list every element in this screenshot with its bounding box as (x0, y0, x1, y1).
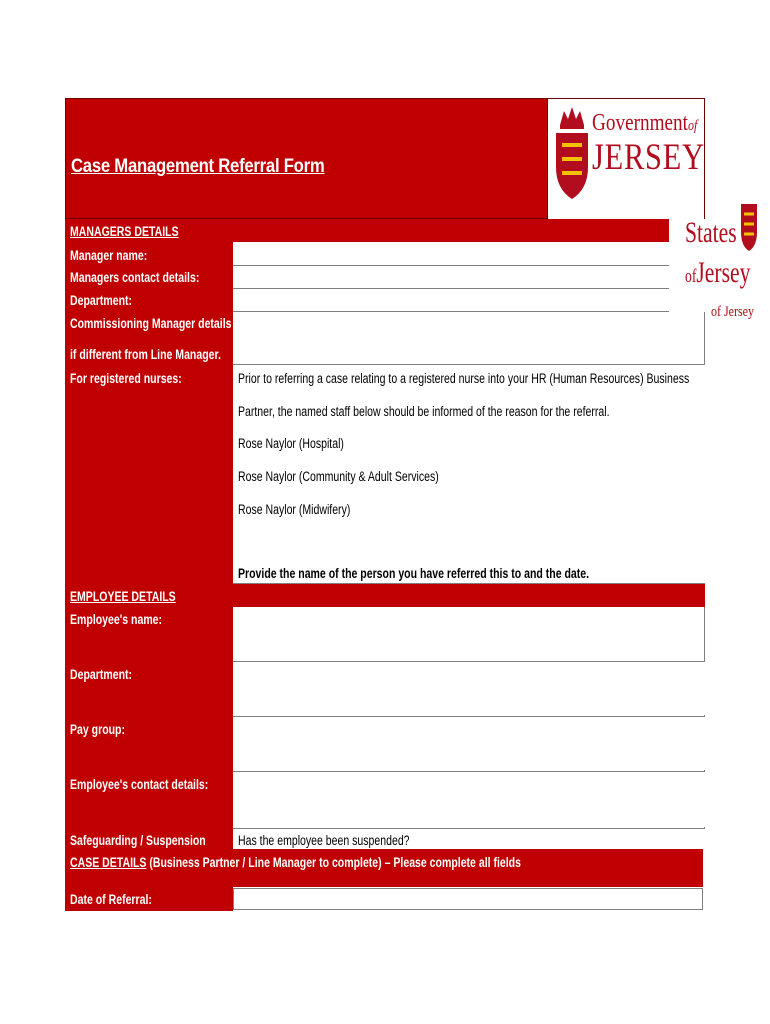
manager-department-field[interactable] (233, 289, 669, 311)
employee-contact-label: Employee's contact details: (70, 777, 209, 792)
nurse-contact-midwifery: Rose Naylor (Midwifery) (238, 502, 351, 517)
government-of-jersey-logo (548, 98, 705, 219)
jersey-crest-icon (554, 105, 590, 201)
registered-nurses-label: For registered nurses: (70, 371, 182, 386)
employee-contact-field[interactable] (233, 772, 705, 827)
managers-section-bar (233, 219, 669, 242)
case-details-heading: CASE DETAILS (70, 855, 147, 870)
managers-section-title: MANAGERS DETAILS (70, 224, 179, 239)
suspension-question: Has the employee been suspended? (238, 833, 410, 848)
states-crest-icon (738, 202, 760, 252)
manager-contact-label: Managers contact details: (70, 270, 200, 285)
nurse-contact-community: Rose Naylor (Community & Adult Services) (238, 469, 439, 484)
nurses-instruction-line1: Prior to referring a case relating to a registered nurse into your HR (Human Resources) Business (238, 371, 690, 386)
nurses-instruction-line2: Partner, the named staff below should be informed of the reason for the referral. (238, 404, 610, 419)
employee-section-title: EMPLOYEE DETAILS (70, 589, 176, 604)
pay-group-label: Pay group: (70, 722, 126, 737)
commissioning-manager-field[interactable] (233, 312, 705, 364)
government-of-jersey-wordmark: Governmentof JERSEY (592, 110, 705, 178)
referral-form (65, 98, 705, 911)
safeguarding-label: Safeguarding / Suspension (70, 833, 206, 848)
case-details-subtitle: (Business Partner / Line Manager to complete) – Please complete all fields (146, 855, 521, 870)
states-of-jersey-logo: States ofJersey of Jersey (683, 202, 770, 327)
employee-name-label: Employee's name: (70, 612, 163, 627)
employee-name-field[interactable] (233, 607, 705, 660)
commissioning-label-line2: if different from Line Manager. (70, 347, 221, 362)
date-of-referral-label: Date of Referral: (70, 892, 152, 907)
page-title: Case Management Referral Form (71, 156, 325, 177)
manager-department-label: Department: (70, 293, 133, 308)
employee-section-bar (233, 584, 705, 607)
manager-contact-field[interactable] (233, 266, 669, 288)
manager-name-field[interactable] (233, 243, 669, 265)
employee-department-field[interactable] (233, 662, 705, 715)
commissioning-label-line1: Commissioning Manager details (70, 316, 232, 331)
case-section-title (70, 855, 521, 870)
pay-group-field[interactable] (233, 717, 705, 770)
manager-name-label: Manager name: (70, 248, 148, 263)
date-of-referral-field[interactable] (233, 888, 703, 910)
nurse-contact-hospital: Rose Naylor (Hospital) (238, 436, 344, 451)
form-header (65, 98, 548, 219)
referral-person-instruction: Provide the name of the person you have referred this to and the date. (238, 566, 590, 581)
employee-department-label: Department: (70, 667, 133, 682)
